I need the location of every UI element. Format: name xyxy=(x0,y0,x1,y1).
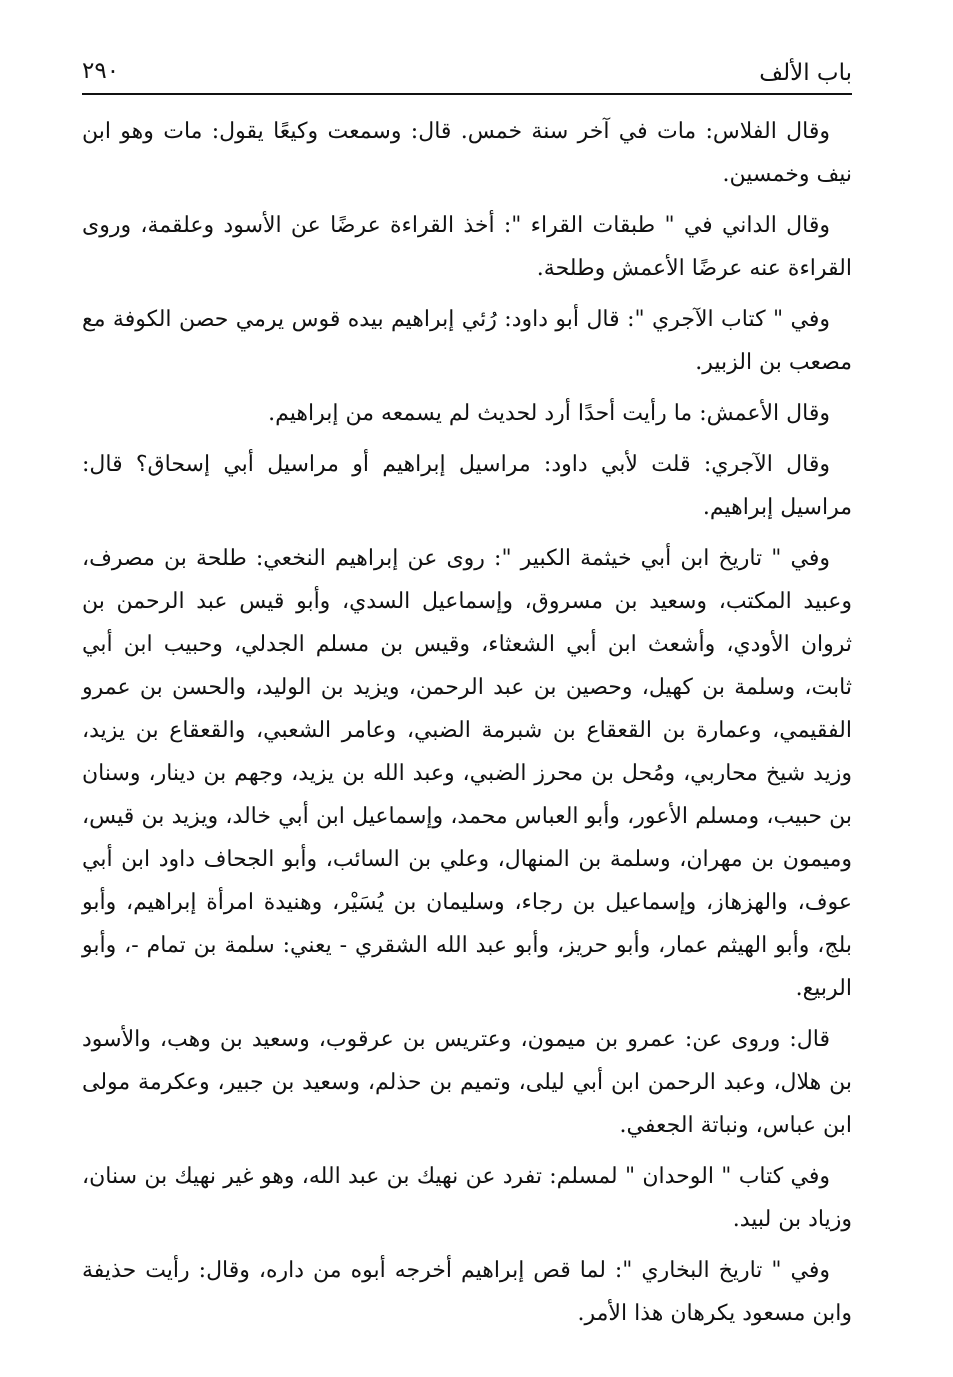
paragraph: وقال الفلاس: مات في آخر سنة خمس. قال: وسمعت وكيعًا يقول: مات وهو ابن نيف وخمسين. xyxy=(82,119,852,187)
header-divider xyxy=(82,93,852,95)
paragraph: وفي " تاريخ ابن أبي خيثمة الكبير ": روى عن إبراهيم النخعي: طلحة بن مصرف، وعبيد المكتب، وسعيد بن مسروق، وإسماعيل السدي، وأبو قيس عبد الرحمن بن ثروان الأودي، وأشعث ابن أبي الشعثاء، وقيس بن مسلم الجدلي، وحبيب ابن أبي ثابت، وسلمة بن كهيل، وحصين بن عبد الرحمن، ويزيد بن الوليد، والحسن بن عمرو الفقيمي، وعمارة بن القعقاع بن شبرمة الضبي، وعامر الشعبي، والقعقاع بن يزيد، وزيد شيخ محاربي، ومُحل بن محرز الضبي، وعبد الله بن يزيد، وجهم بن دينار، وسنان بن حبيب، ومسلم الأعور، وأبو العباس محمد، وإسماعيل ابن أبي خالد، ويزيد بن قيس، وميمون بن مهران، وسلمة بن المنهال، وعلي بن السائب، وأبو الجحاف داود ابن أبي عوف، والهزهاز، وإسماعيل بن رجاء، وسليمان بن يُسَيْر، وهنيدة امرأة إبراهيم، وأبو بلج، وأبو الهيثم عمار، وأبو حريز، وأبو عبد الله الشقري - يعني: سلمة بن تمام -، وأبو الربيع. xyxy=(82,546,853,1001)
page-body xyxy=(82,110,852,1343)
paragraph: وقال الأعمش: ما رأيت أحدًا أرد لحديث لم يسمعه من إبراهيم. xyxy=(268,401,830,426)
paragraph: وفي " كتاب الآجري ": قال أبو داود: رُئي إبراهيم بيده قوس يرمي حصن الكوفة مع مصعب بن الزبير. xyxy=(82,307,852,375)
page-number: ٢٩٠ xyxy=(82,58,120,84)
page-header xyxy=(82,52,852,96)
paragraph: وقال الآجري: قلت لأبي داود: مراسيل إبراهيم أو مراسيل أبي إسحاق؟ قال: مراسيل إبراهيم. xyxy=(82,452,852,520)
paragraph: وفي كتاب " الوحدان " لمسلم: تفرد عن نهيك بن عبد الله، وهو غير نهيك بن سنان، وزياد بن لبيد. xyxy=(82,1164,852,1232)
chapter-title: باب الألف xyxy=(759,60,852,86)
paragraph: وفي " تاريخ البخاري ": لما قص إبراهيم أخرجه أبوه من داره، وقال: رأيت حذيفة وابن مسعود يكرهان هذا الأمر. xyxy=(82,1258,852,1326)
paragraph: قال: وروى عن: عمرو بن ميمون، وعتريس بن عرقوب، وسعيد بن وهب، والأسود بن هلال، وعبد الرحمن ابن أبي ليلى، وتميم بن حذلم، وسعيد بن جبير، وعكرمة مولى ابن عباس، ونباتة الجعفي. xyxy=(82,1027,852,1138)
paragraph: وقال الداني في " طبقات القراء ": أخذ القراءة عرضًا عن الأسود وعلقمة، وروى القراءة عنه عرضًا الأعمش وطلحة. xyxy=(82,213,852,281)
